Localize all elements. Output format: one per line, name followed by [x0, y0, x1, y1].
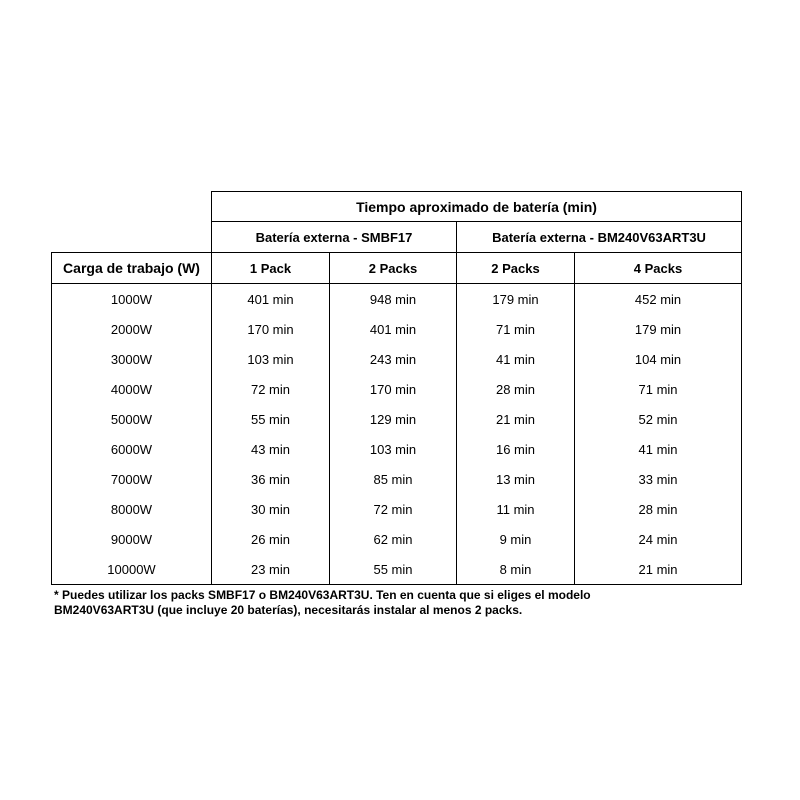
value-cell: 41 min [457, 344, 575, 374]
load-cell: 5000W [52, 404, 212, 434]
value-cell: 28 min [457, 374, 575, 404]
empty-corner-2 [52, 222, 212, 253]
value-cell: 103 min [330, 434, 457, 464]
value-cell: 8 min [457, 554, 575, 585]
table-row [52, 464, 742, 494]
value-cell: 13 min [457, 464, 575, 494]
table-row [52, 524, 742, 554]
value-cell: 401 min [212, 284, 330, 315]
value-cell: 243 min [330, 344, 457, 374]
footnote-line-2: BM240V63ART3U (que incluye 20 baterías), necesitarás instalar al menos 2 packs. [54, 603, 523, 617]
battery-runtime-table [51, 191, 742, 585]
value-cell: 26 min [212, 524, 330, 554]
value-cell: 52 min [575, 404, 742, 434]
battery-runtime-document [51, 191, 741, 618]
value-cell: 85 min [330, 464, 457, 494]
load-cell: 8000W [52, 494, 212, 524]
group-header-bm240v63art3u: Batería externa - BM240V63ART3U [457, 222, 742, 253]
load-column-header: Carga de trabajo (W) [52, 253, 212, 284]
table-row [52, 284, 742, 315]
value-cell: 28 min [575, 494, 742, 524]
load-cell: 1000W [52, 284, 212, 315]
load-cell: 9000W [52, 524, 212, 554]
load-cell: 10000W [52, 554, 212, 585]
subheader-smbf17-1-pack: 1 Pack [212, 253, 330, 284]
value-cell: 21 min [457, 404, 575, 434]
value-cell: 16 min [457, 434, 575, 464]
value-cell: 179 min [575, 314, 742, 344]
value-cell: 41 min [575, 434, 742, 464]
value-cell: 72 min [330, 494, 457, 524]
table-row [52, 314, 742, 344]
empty-corner [52, 192, 212, 222]
subheader-bm240-4-packs: 4 Packs [575, 253, 742, 284]
value-cell: 72 min [212, 374, 330, 404]
value-cell: 30 min [212, 494, 330, 524]
footnote [51, 588, 741, 618]
load-cell: 2000W [52, 314, 212, 344]
value-cell: 71 min [457, 314, 575, 344]
table-row [52, 554, 742, 585]
value-cell: 452 min [575, 284, 742, 315]
load-cell: 3000W [52, 344, 212, 374]
value-cell: 170 min [212, 314, 330, 344]
value-cell: 401 min [330, 314, 457, 344]
value-cell: 948 min [330, 284, 457, 315]
value-cell: 9 min [457, 524, 575, 554]
value-cell: 33 min [575, 464, 742, 494]
value-cell: 55 min [330, 554, 457, 585]
value-cell: 129 min [330, 404, 457, 434]
table-row [52, 374, 742, 404]
value-cell: 62 min [330, 524, 457, 554]
value-cell: 103 min [212, 344, 330, 374]
value-cell: 170 min [330, 374, 457, 404]
value-cell: 36 min [212, 464, 330, 494]
load-cell: 4000W [52, 374, 212, 404]
subheader-smbf17-2-packs: 2 Packs [330, 253, 457, 284]
value-cell: 71 min [575, 374, 742, 404]
value-cell: 21 min [575, 554, 742, 585]
table-row [52, 344, 742, 374]
value-cell: 104 min [575, 344, 742, 374]
table-row [52, 494, 742, 524]
group-header-smbf17: Batería externa - SMBF17 [212, 222, 457, 253]
load-cell: 6000W [52, 434, 212, 464]
table-row [52, 404, 742, 434]
value-cell: 43 min [212, 434, 330, 464]
value-cell: 179 min [457, 284, 575, 315]
value-cell: 23 min [212, 554, 330, 585]
value-cell: 55 min [212, 404, 330, 434]
table-row [52, 434, 742, 464]
load-cell: 7000W [52, 464, 212, 494]
subheader-bm240-2-packs: 2 Packs [457, 253, 575, 284]
footnote-line-1: * Puedes utilizar los packs SMBF17 o BM240V63ART3U. Ten en cuenta que si eliges el modelo [54, 588, 591, 602]
value-cell: 24 min [575, 524, 742, 554]
value-cell: 11 min [457, 494, 575, 524]
table-title: Tiempo aproximado de batería (min) [212, 192, 742, 222]
